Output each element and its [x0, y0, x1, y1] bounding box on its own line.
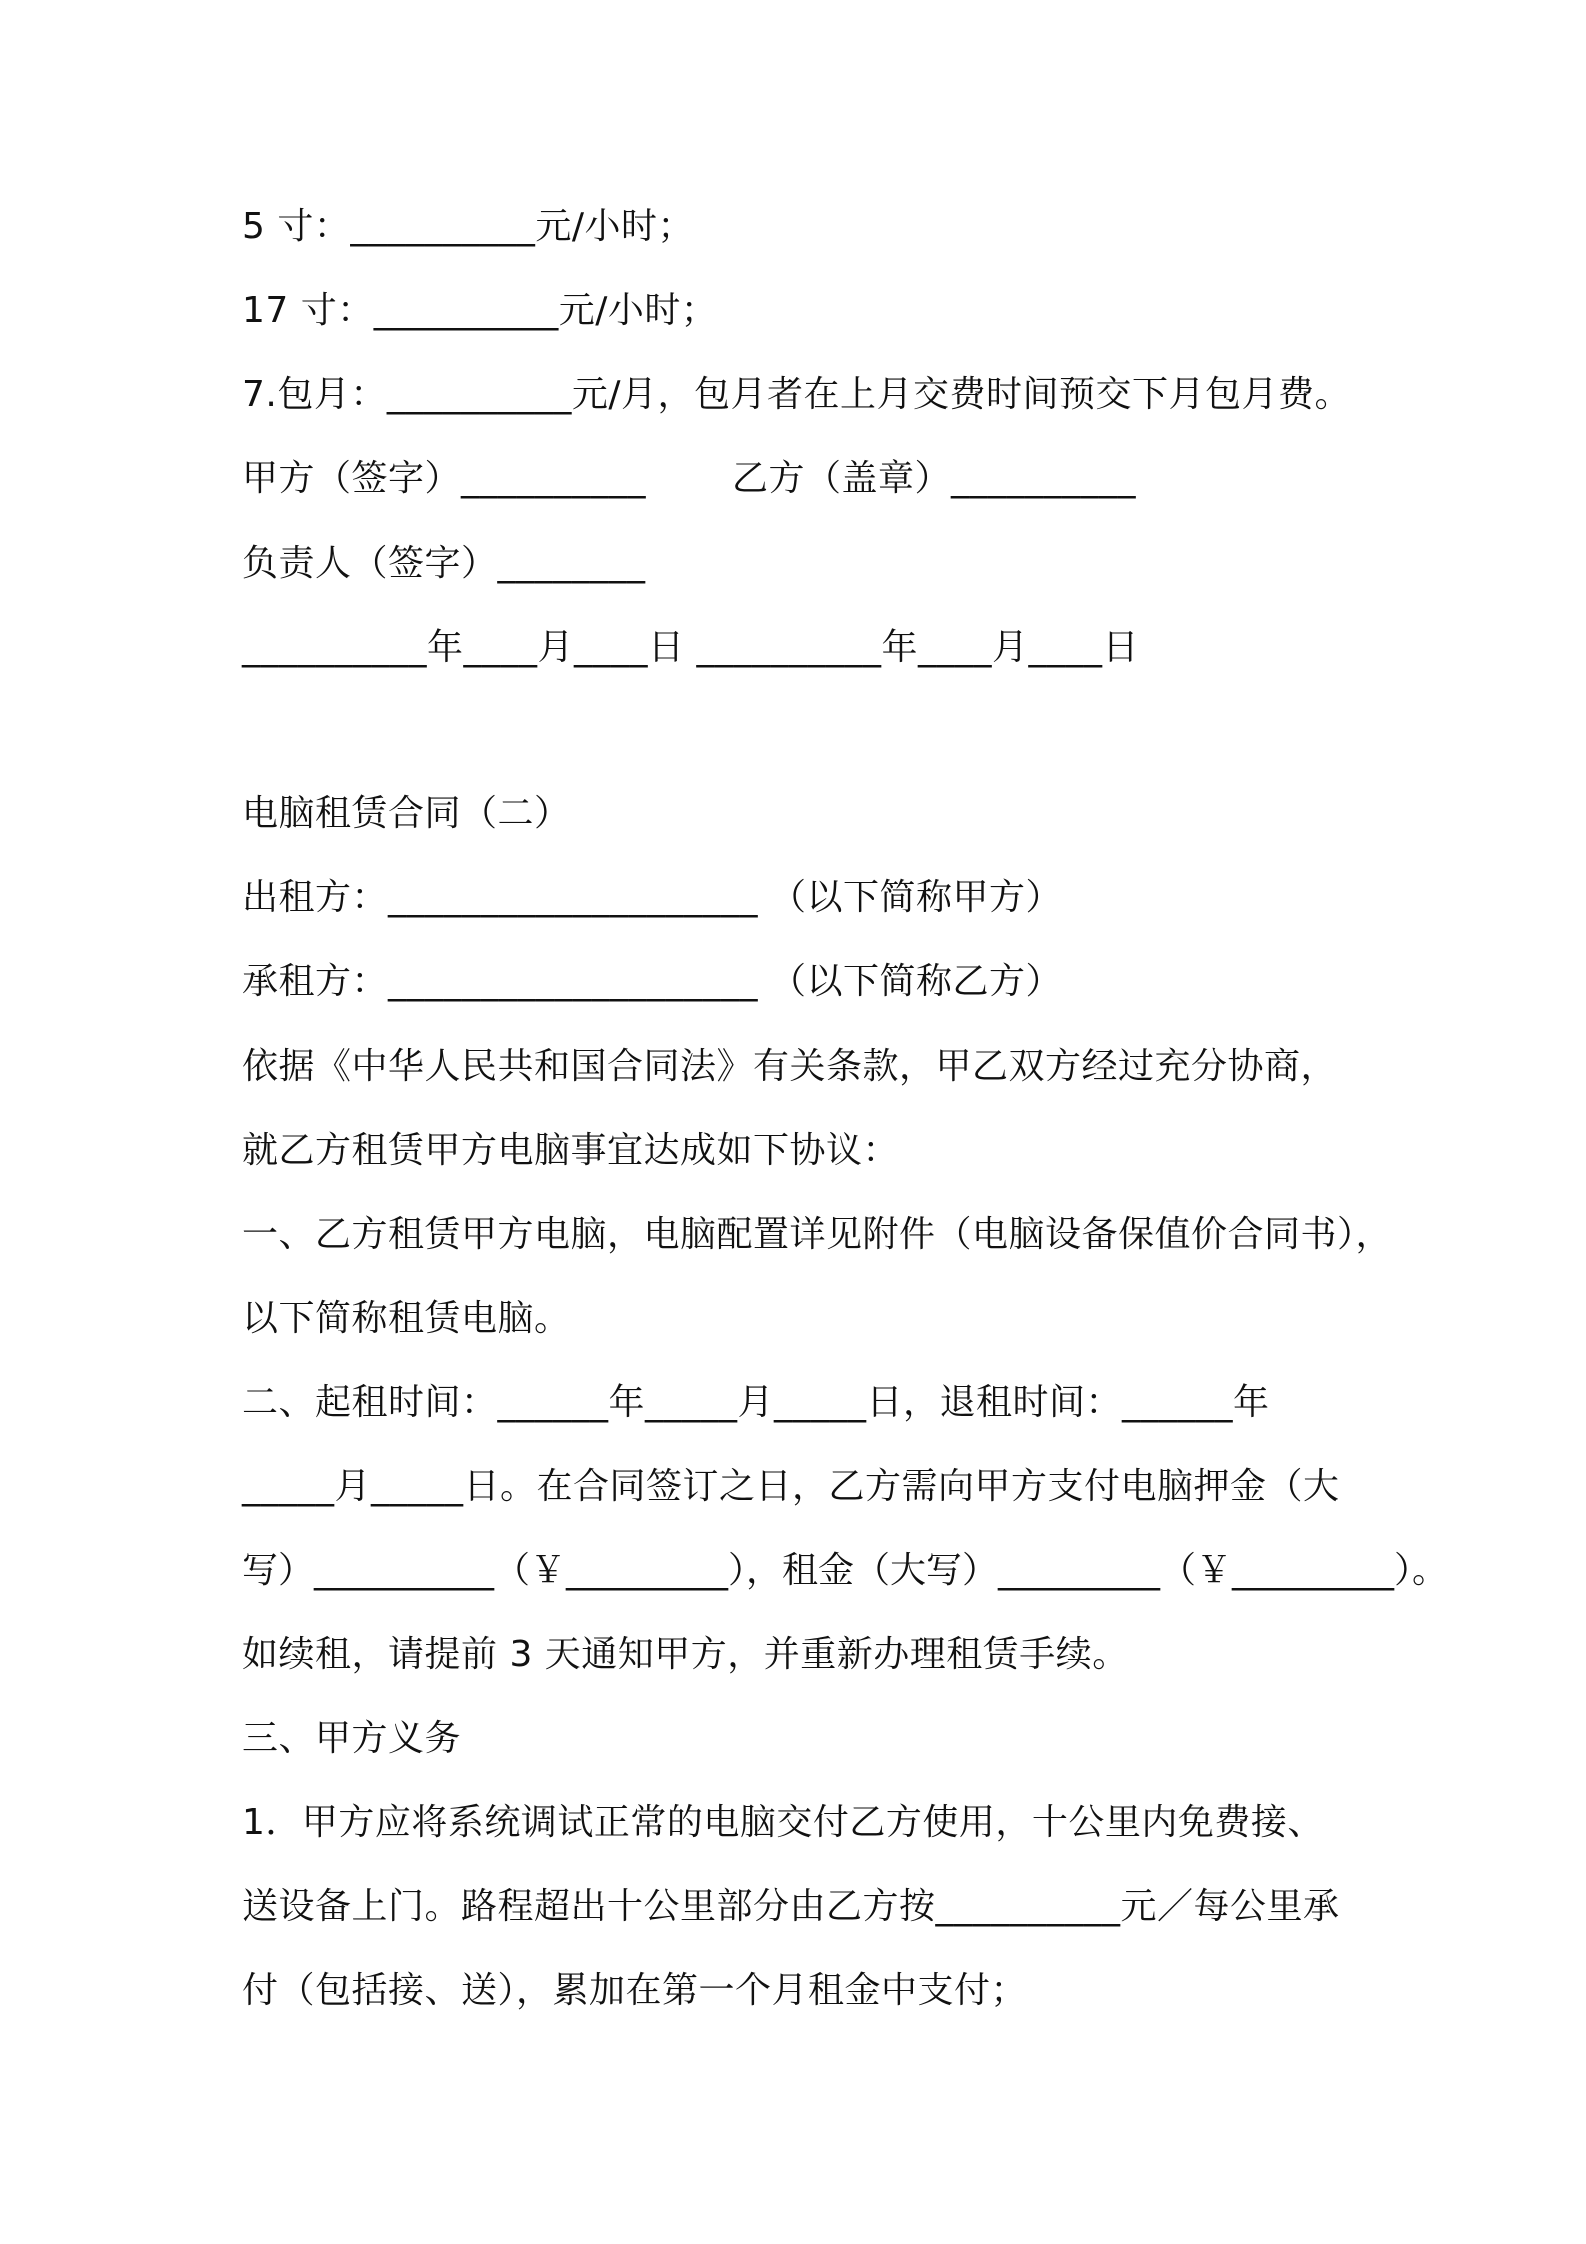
clause-3-item-1-line-2: 送设备上门。路程超出十公里部分由乙方按__________元／每公里承 [242, 1886, 1340, 1927]
signature-row-parties [242, 455, 1342, 503]
monthly-rate: 7.包月：__________元/月，包月者在上月交费时间预交下月包月费。 [242, 374, 1351, 415]
clause-2-line-3: 写）__________（￥_________），租金（大写）_________（￥_________）。 [242, 1550, 1449, 1591]
party-b-seal: 乙方（盖章）__________ [732, 458, 1137, 499]
rate-17-inch: 17 寸：__________元/小时； [242, 290, 718, 331]
clause-2-line-1: 二、起租时间：______年_____月_____日，退租时间：______年 [242, 1382, 1270, 1423]
signature-dates: __________年____月____日 __________年____月____日 [242, 627, 1139, 668]
clause-2-line-2: _____月_____日。在合同签订之日，乙方需向甲方支付电脑押金（大 [242, 1466, 1340, 1507]
clause-3-item-1-line-1: 1．甲方应将系统调试正常的电脑交付乙方使用，十公里内免费接、 [242, 1802, 1324, 1843]
clause-1-line-2: 以下简称租赁电脑。 [242, 1298, 571, 1339]
contract-title: 电脑租赁合同（二） [242, 793, 571, 834]
clause-3-item-1-line-3: 付（包括接、送），累加在第一个月租金中支付； [242, 1970, 1028, 2011]
preamble-line-2: 就乙方租赁甲方电脑事宜达成如下协议： [242, 1130, 900, 1171]
lessee-line: 承租方：____________________ （以下简称乙方） [242, 961, 1062, 1002]
preamble-line-1: 依据《中华人民共和国合同法》有关条款，甲乙双方经过充分协商， [242, 1046, 1338, 1087]
lessor-line: 出租方：____________________ （以下简称甲方） [242, 877, 1062, 918]
clause-1-line-1: 一、乙方租赁甲方电脑，电脑配置详见附件（电脑设备保值价合同书）， [242, 1214, 1393, 1255]
clause-3-title: 三、甲方义务 [242, 1718, 462, 1759]
party-a-signature: 甲方（签字）__________ [242, 458, 647, 499]
rate-5-inch: 5 寸：__________元/小时； [242, 206, 694, 247]
clause-2-line-4: 如续租，请提前 3 天通知甲方，并重新办理租赁手续。 [242, 1634, 1129, 1675]
responsible-person-signature: 负责人（签字）________ [242, 543, 646, 584]
